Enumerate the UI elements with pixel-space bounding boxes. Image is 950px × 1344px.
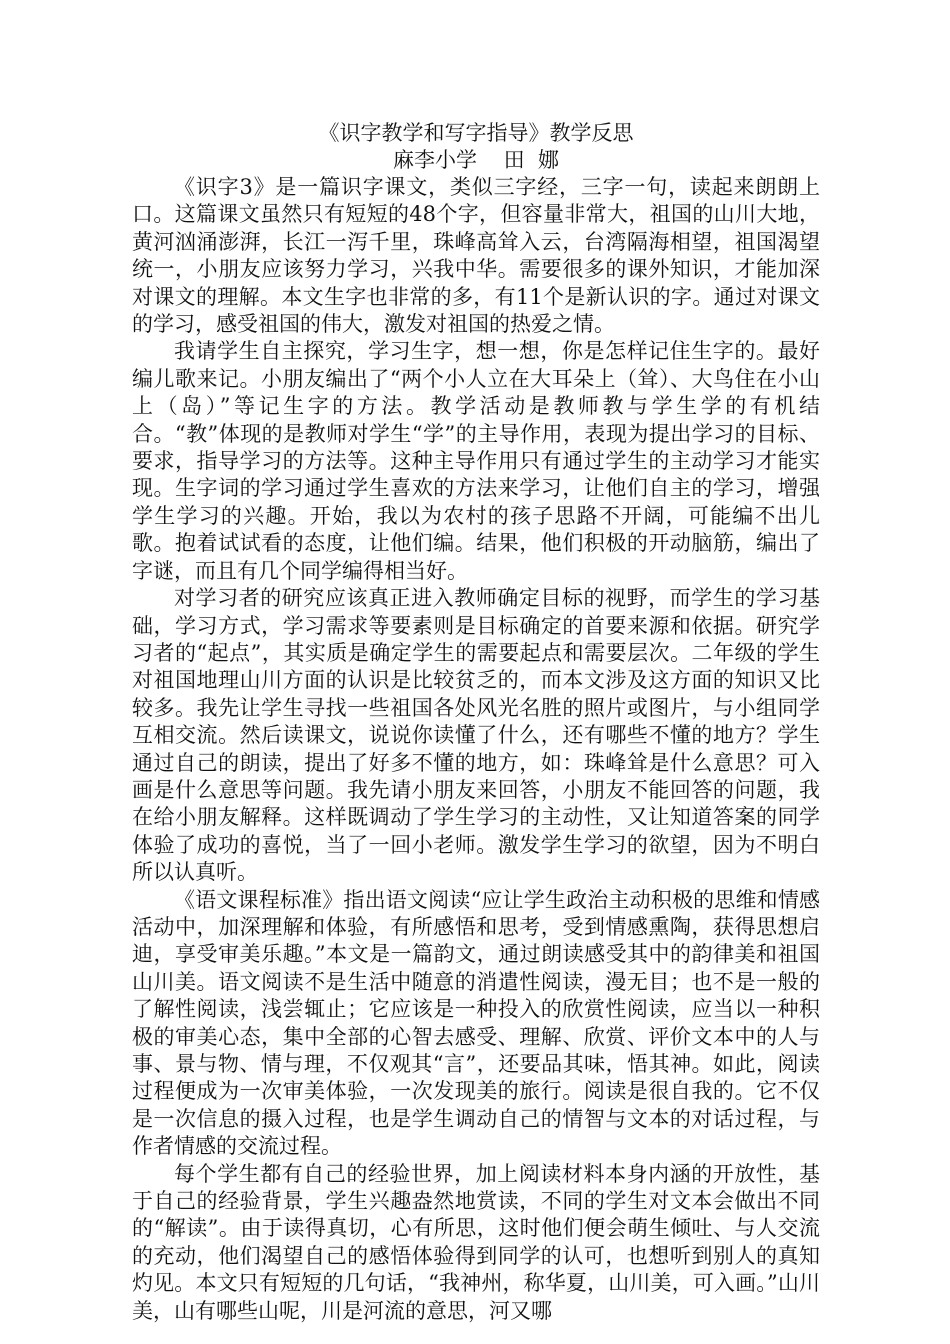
paragraph-2: 我请学生自主探究，学习生字，想一想，你是怎样记住生字的。最好编儿歌来记。小朋友编出了“两个小人立在大耳朵上（耸）、大鸟住在小山上（岛）”等记生字的方法。教学活动是教师教与学生学的有机结合。“教”体现的是教师对学生“学”的主导作用，表现为提出学习的目标、要求，指导学习的方法等。这种主导作用只有通过学生的主动学习才能实现。生字词的学习通过学生喜欢的方法来学习，让他们自主的学习，增强学生学习的兴趣。开始，我以为农村的孩子思路不开阔，可能编不出儿歌。抱着试试看的态度，让他们编。结果，他们积极的开动脑筋，编出了字谜，而且有几个同学编得相当好。: [132, 339, 820, 583]
document-author: 麻李小学 田 娜: [392, 148, 560, 172]
paragraph-5: 每个学生都有自己的经验世界，加上阅读材料本身内涵的开放性，基于自己的经验背景，学生兴趣盎然地赏读，不同的学生对文本会做出不同的“解读”。由于读得真切，心有所思，这时他们便会萌生倾吐、与人交流的充动，他们渴望自己的感悟体验得到同学的认可，也想听到别人的真知灼见。本文只有短短的几句话，“我神州，称华夏，山川美，可入画。”山川美，山有哪些山呢，川是河流的意思，河又哪: [132, 1161, 821, 1323]
paragraph-1: 《识字3》是一篇识字课文，类似三字经，三字一句，读起来朗朗上口。这篇课文虽然只有短短的48个字，但容量非常大，祖国的山川大地，黄河汹涌澎湃，长江一泻千里，珠峰高耸入云，台湾隔海相望，祖国渴望统一，小朋友应该努力学习，兴我中华。需要很多的课外知识，才能加深对课文的理解。本文生字也非常的多，有11个是新认识的字。通过对课文的学习，感受祖国的伟大，激发对祖国的热爱之情。: [132, 175, 820, 337]
document-page: [132, 120, 820, 1325]
paragraph-4: 《语文课程标准》指出语文阅读“应让学生政治主动积极的思维和情感活动中，加深理解和体验，有所感悟和思考，受到情感熏陶，获得思想启迪，享受审美乐趣。”本文是一篇韵文，通过朗读感受其中的韵律美和祖国山川美。语文阅读不是生活中随意的消遣性阅读，漫无目；也不是一般的了解性阅读，浅尝辄止；它应该是一种投入的欣赏性阅读，应当以一种积极的审美心态，集中全部的心智去感受、理解、欣赏、评价文本中的人与事、景与物、情与理，不仅观其“言”，还要品其味，悟其神。如此，阅读过程便成为一次审美体验，一次发现美的旅行。阅读是很自我的。它不仅是一次信息的摄入过程，也是学生调动自己的情智与文本的对话过程，与作者情感的交流过程。: [132, 887, 820, 1159]
document-title: 《识字教学和写字指导》教学反思: [318, 121, 634, 145]
paragraph-3: 对学习者的研究应该真正进入教师确定目标的视野，而学生的学习基础，学习方式，学习需求等要素则是目标确定的首要来源和依据。研究学习者的“起点”，其实质是确定学生的需要起点和需要层次。二年级的学生对祖国地理山川方面的认识是比较贫乏的，而本文涉及这方面的知识又比较多。我先让学生寻找一些祖国各处风光名胜的照片或图片，与小组同学互相交流。然后读课文，说说你读懂了什么，还有哪些不懂的地方？学生通过自己的朗读，提出了好多不懂的地方，如：珠峰耸是什么意思？可入画是什么意思等问题。我先请小朋友来回答，小朋友不能回答的问题，我在给小朋友解释。这样既调动了学生学习的主动性，又让知道答案的同学体验了成功的喜悦，当了一回小老师。激发学生学习的欲望，因为不明白所以认真听。: [132, 586, 820, 885]
